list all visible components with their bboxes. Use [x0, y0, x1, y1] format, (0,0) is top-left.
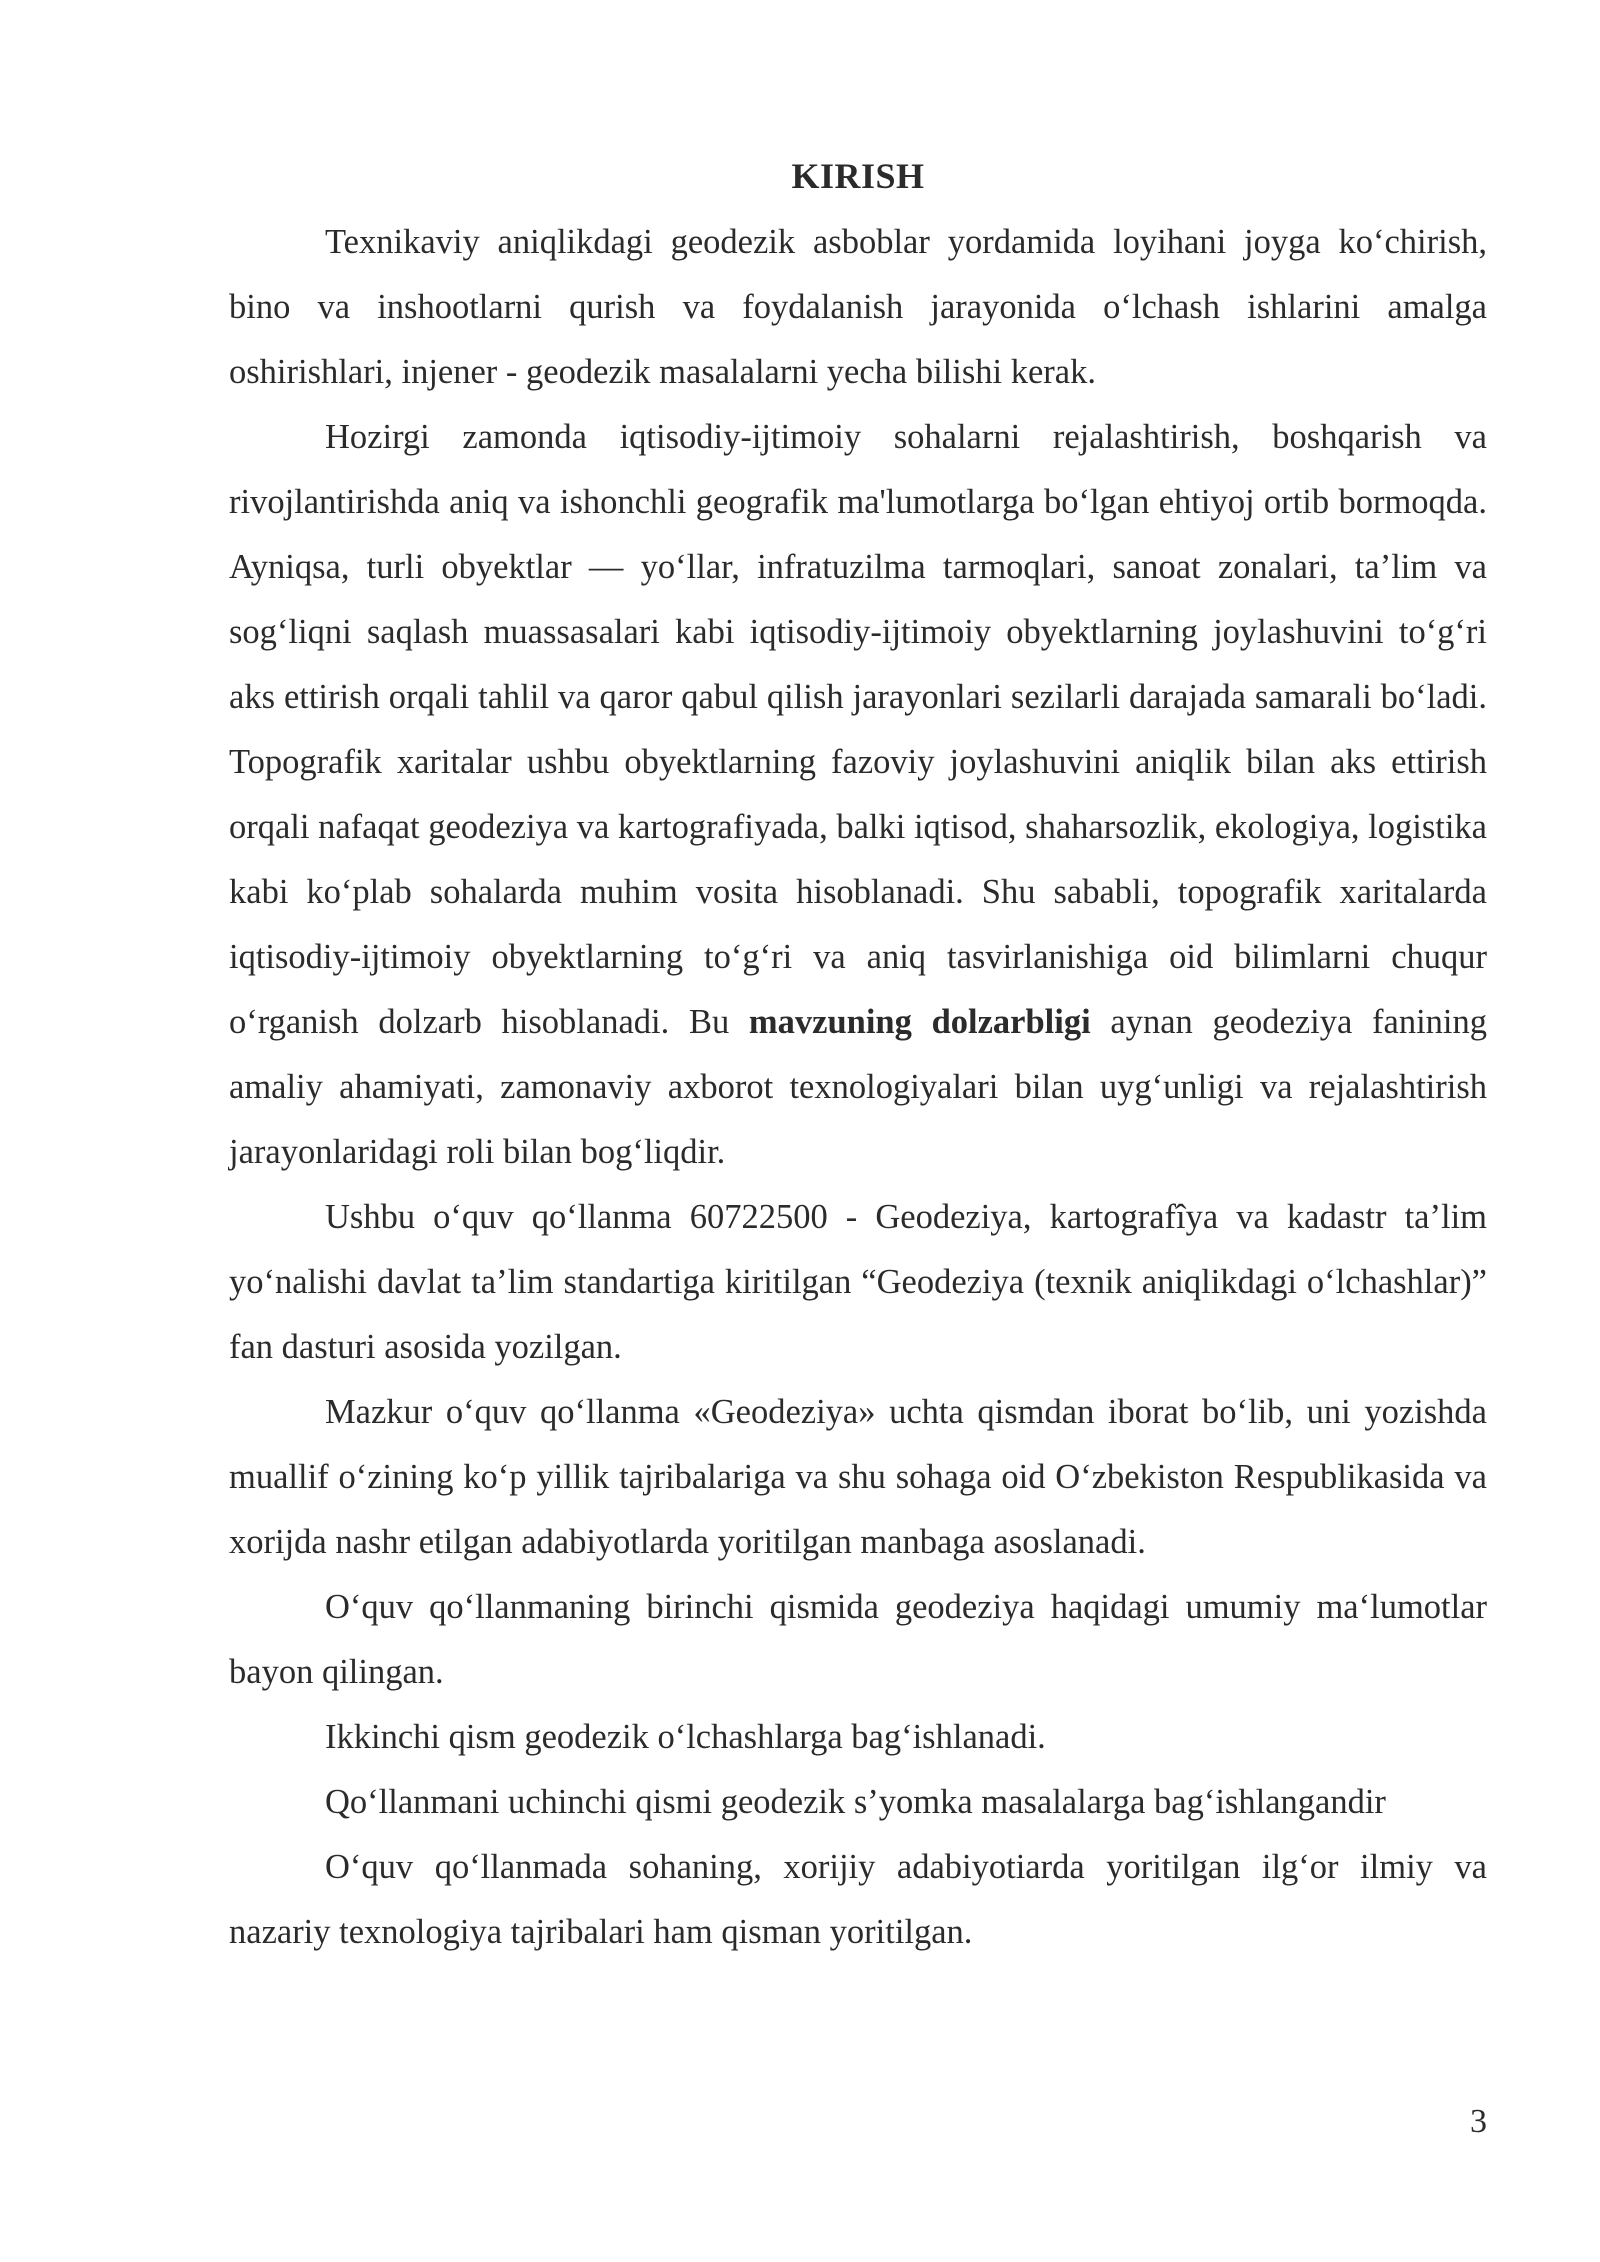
paragraph-text: Ushbu o‘quv qo‘llanma 60722500 - Geodeziya, kartografîya va kadastr ta’lim yo‘nalishi davlat ta’lim standartiga kiritilgan “Geodeziya (texnik aniqlikdagi o‘lchashlar)” fan dasturi asosida yozilgan.	[229, 1198, 1487, 1366]
page-content	[229, 146, 1487, 1965]
paragraph-text: Ikkinchi qism geodezik o‘lchashlarga bag‘ishlanadi.	[325, 1718, 1046, 1756]
bold-phrase: mavzuning dolzarbligi	[748, 1003, 1091, 1041]
paragraph-3	[229, 1185, 1487, 1380]
paragraph-5	[229, 1575, 1487, 1705]
paragraph-text: aynan geodeziya fanining amaliy ahamiyati, zamonaviy axborot texnologiyalari bilan uyg‘unligi va rejalashtirish jarayonlaridagi roli bilan bog‘liqdir.	[229, 1003, 1488, 1171]
paragraph-2	[229, 405, 1487, 1185]
paragraph-6	[229, 1705, 1487, 1770]
paragraph-7	[229, 1770, 1487, 1835]
section-title: KIRISH	[791, 156, 925, 196]
paragraph-text: Hozirgi zamonda iqtisodiy-ijtimoiy sohalarni rejalashtirish, boshqarish va rivojlantirishda aniq va ishonchli geografik ma'lumotlarga bo‘lgan ehtiyoj ortib bormoqda. Ayniqsa, turli obyektlar — yo‘llar, infratuzilma tarmoqlari, sanoat zonalari, ta’lim va sog‘liqni saqlash muassasalari kabi iqtisodiy-ijtimoiy obyektlarning joylashuvini to‘g‘ri aks ettirish orqali tahlil va qaror qabul qilish jarayonlari sezilarli darajada samarali bo‘ladi. Topografik xaritalar ushbu obyektlarning fazoviy joylashuvini aniqlik bilan aks ettirish orqali nafaqat geodeziya va kartografiyada, balki iqtisod, shaharsozlik, ekologiya, logistika kabi ko‘plab sohalarda muhim vosita hisoblanadi. Shu sababli, topografik xaritalarda iqtisodiy-ijtimoiy obyektlarning to‘g‘ri va aniq tasvirlanishiga oid bilimlarni chuqur o‘rganish dolzarb hisoblanadi. Bu	[229, 418, 1487, 1041]
paragraph-8	[229, 1835, 1487, 1965]
paragraph-1	[229, 210, 1487, 405]
paragraph-text: Texnikaviy aniqlikdagi geodezik asboblar yordamida loyihani joyga ko‘chirish, bino va inshootlarni qurish va foydalanish jarayonida o‘lchash ishlarini amalga oshirishlari, injener - geodezik masalalarni yecha bilishi kerak.	[229, 223, 1487, 391]
paragraph-text: O‘quv qo‘llanmada sohaning, xorijiy adabiyotiarda yoritilgan ilg‘or ilmiy va nazariy texnologiya tajribalari ham qisman yoritilgan.	[229, 1848, 1487, 1951]
paragraph-text: O‘quv qo‘llanmaning birinchi qismida geodeziya haqidagi umumiy ma‘lumotlar bayon qilingan.	[229, 1588, 1487, 1691]
page-number: 3	[1470, 2103, 1487, 2140]
paragraph-4	[229, 1380, 1487, 1575]
paragraph-text: Mazkur o‘quv qo‘llanma «Geodeziya» uchta qismdan iborat bo‘lib, uni yozishda muallif o‘zining ko‘p yillik tajribalariga va shu sohaga oid O‘zbekiston Respublikasida va xorijda nashr etilgan adabiyotlarda yoritilgan manbaga asoslanadi.	[229, 1393, 1487, 1561]
paragraph-text: Qo‘llanmani uchinchi qismi geodezik s’yomka masalalarga bag‘ishlangandir	[325, 1783, 1386, 1821]
